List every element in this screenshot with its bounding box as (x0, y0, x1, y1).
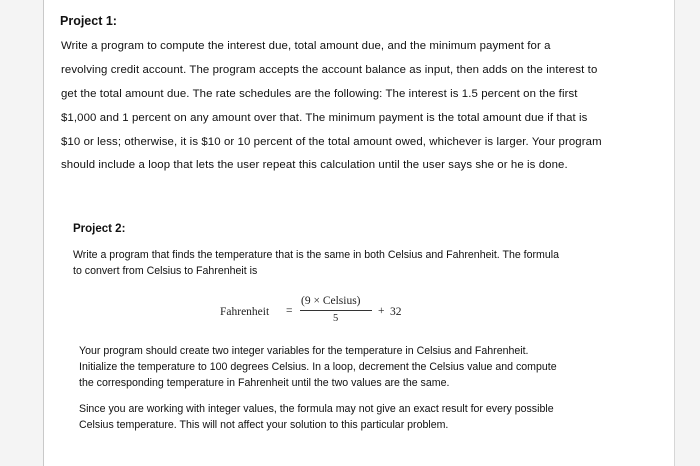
project2-title: Project 2: (73, 223, 126, 235)
formula-constant: 32 (390, 306, 402, 318)
formula-lhs: Fahrenheit (220, 306, 270, 318)
formula-equals: = (286, 305, 293, 317)
project2-intro-line-2: to convert from Celsius to Fahrenheit is (73, 265, 258, 277)
project1-line-1: Write a program to compute the interest due, total amount due, and the minimum payment for a (61, 40, 551, 52)
project1-line-5: $10 or less; otherwise, it is $10 or 10 percent of the total amount owed, whichever is larger. Your program (61, 136, 602, 148)
project2-note-line-1: Since you are working with integer values, the formula may not give an exact result for every possible (79, 403, 554, 415)
project2-note-line-2: Celsius temperature. This will not affect your solution to this particular problem. (79, 419, 449, 431)
project1-title: Project 1: (60, 14, 117, 28)
celsius-to-fahrenheit-formula (220, 294, 420, 330)
project1-line-3: get the total amount due. The rate schedules are the following: The interest is 1.5 percent on the first (61, 88, 578, 100)
project1-line-2: revolving credit account. The program accepts the account balance as input, then adds on the interest to (61, 64, 598, 76)
project2-intro-line-1: Write a program that finds the temperature that is the same in both Celsius and Fahrenheit. The formula (73, 249, 559, 261)
project2-body-line-3: the corresponding temperature in Fahrenheit until the two values are the same. (79, 377, 450, 389)
project1-line-6: should include a loop that lets the user repeat this calculation until the user says she or he is done. (61, 159, 568, 171)
formula-fraction-bar (300, 310, 372, 311)
project2-body-line-2: Initialize the temperature to 100 degrees Celsius. In a loop, decrement the Celsius value and compute (79, 361, 557, 373)
formula-denominator: 5 (333, 313, 339, 324)
project1-line-4: $1,000 and 1 percent on any amount over that. The minimum payment is the total amount due if that is (61, 112, 588, 124)
formula-plus: + (378, 305, 385, 317)
formula-numerator: (9 × Celsius) (301, 295, 361, 307)
project2-body-line-1: Your program should create two integer variables for the temperature in Celsius and Fahrenheit. (79, 345, 529, 357)
